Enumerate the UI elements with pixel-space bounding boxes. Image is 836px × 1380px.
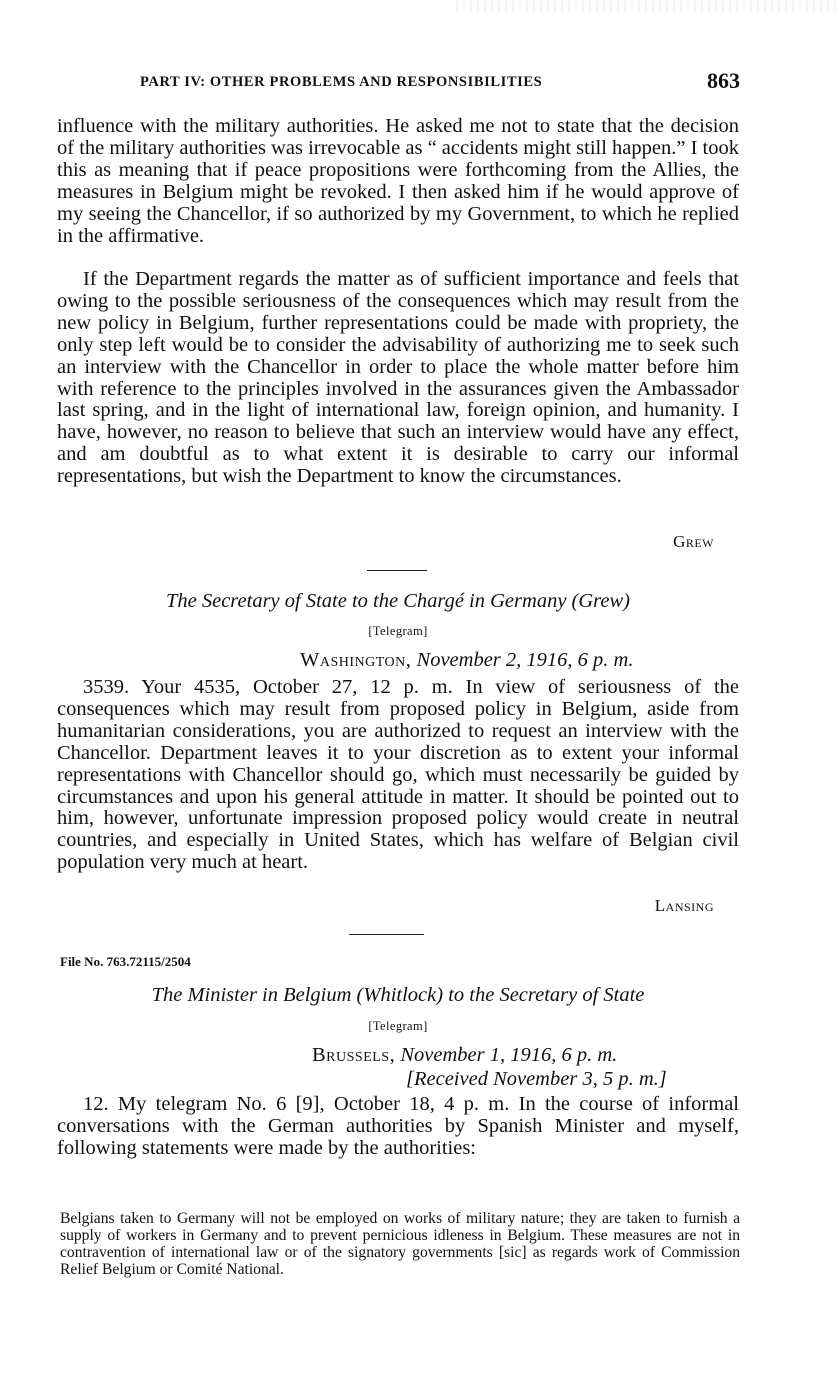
scan-noise <box>456 0 836 12</box>
dateline-place: Brussels, <box>312 1044 396 1066</box>
dateline-date: November 1, 1916, 6 p. m. <box>400 1044 618 1066</box>
document-title-minister: The Minister in Belgium (Whitlock) to the Secretary of State <box>151 984 645 1006</box>
paragraph-department: If the Department regards the matter as of sufficient importance and feels that owing to the possible seriousness of the consequences which may result from the new policy in Belgium, further representations could be made with propriety, the only step left would be to consider the advisability of authorizing me to seek such an interview with the Chancellor in order to place the whole matter before him with reference to the principles involved in the assurances given the Ambassador last spring, and in the light of international law, foreign opinion, and humanity. I have, however, no reason to believe that such an interview would have any effect, and am doubtful as to what extent it is desirable to carry our informal representations, but wish the Department to know the circumstances. <box>57 268 739 488</box>
page-header <box>140 68 740 100</box>
section-divider <box>367 570 427 571</box>
section-divider <box>349 934 424 935</box>
paragraph-continued: influence with the military authorities. He asked me not to state that the decision of the military authorities was irrevocable as “ accidents might still happen.” I took this as meaning that if peace propositions were forthcoming from the Allies, the measures in Belgium might be revoked. I then asked him if he would approve of my seeing the Chancellor, if so authorized by my Government, to which he replied in the affirmative. <box>57 115 739 247</box>
received-line: [Received November 3, 5 p. m.] <box>406 1068 667 1090</box>
telegram-body-12: 12. My telegram No. 6 [9], October 18, 4 p. m. In the course of informal conversations with the German authorities by Spanish Minister and myself, following statements were made by the authorities: <box>57 1093 739 1159</box>
page-number: 863 <box>707 68 740 93</box>
dateline-place: Washington, <box>300 649 412 671</box>
quoted-statement: Belgians taken to Germany will not be employed on works of military nature; they are taken to furnish a supply of workers in Germany and to prevent pernicious idleness in Belgium. These measures are not in contravention of international law or of the signatory governments [sic] as regards work of Commission Relief Belgium or Comité National. <box>60 1209 740 1278</box>
telegram-label: [Telegram] <box>368 624 428 638</box>
document-title-secretary: The Secretary of State to the Chargé in Germany (Grew) <box>165 590 630 612</box>
dateline-brussels <box>312 1044 617 1067</box>
signature-lansing: Lansing <box>654 896 714 915</box>
file-number: File No. 763.72115/2504 <box>60 954 191 969</box>
telegram-label: [Telegram] <box>368 1019 428 1033</box>
dateline-washington <box>300 649 633 672</box>
signature-grew: Grew <box>673 532 714 551</box>
dateline-date: November 2, 1916, 6 p. m. <box>416 649 634 671</box>
telegram-body-3539: 3539. Your 4535, October 27, 12 p. m. In view of seriousness of the consequences which may result from proposed policy in Belgium, aside from humanitarian considerations, you are authorized to request an interview with the Chancellor. Department leaves it to your discretion as to extent your informal representations with Chancellor should go, which must necessarily be guided by circumstances and upon his general attitude in matter. It should be pointed out to him, however, unfortunate impression proposed policy would create in neutral countries, and especially in United States, which has welfare of Belgian civil population very much at heart. <box>57 676 739 874</box>
running-head: PART IV: OTHER PROBLEMS AND RESPONSIBILITIES <box>140 74 543 90</box>
